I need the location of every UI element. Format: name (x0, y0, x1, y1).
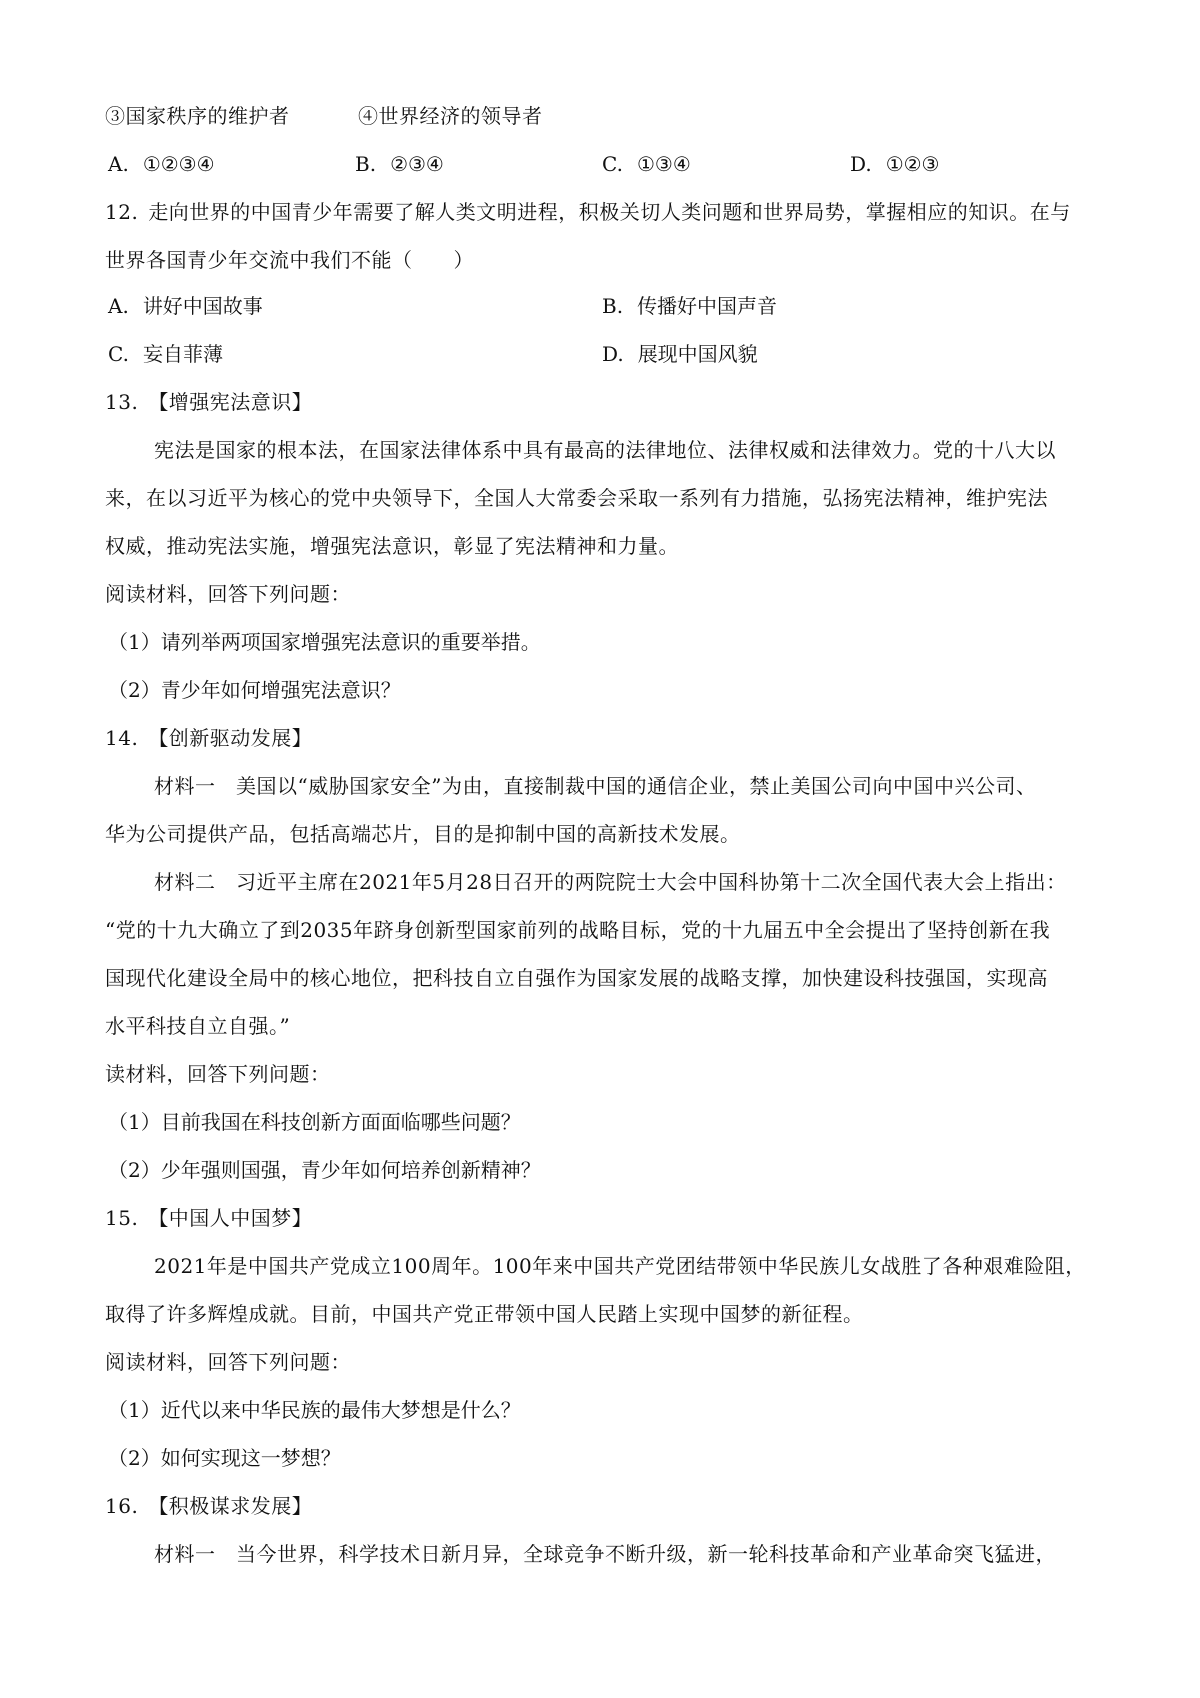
q14-prompt: 读材料，回答下列问题： (105, 1062, 331, 1086)
question-number: 12. (105, 200, 139, 224)
q13-prompt: 阅读材料，回答下列问题： (105, 582, 351, 606)
q11-item-3: ③国家秩序的维护者 (105, 104, 290, 128)
question-number: 14. (105, 726, 139, 750)
q15-heading (105, 1204, 1105, 1232)
q14-material2-line-4: 水平科技自立自强。” (105, 1014, 291, 1038)
q11-option-a (108, 150, 215, 178)
q12-stem-line-2: 世界各国青少年交流中我们不能（ ） (105, 248, 474, 272)
q11-item-4: ④世界经济的领导者 (358, 104, 543, 128)
option-label: D. (602, 342, 624, 366)
option-text: ①②③④ (142, 152, 215, 176)
q15-material-line-1: 2021年是中国共产党成立100周年。100年来中国共产党团结带领中华民族儿女战胜了各种艰难险阻， (154, 1254, 1086, 1278)
q16-material1-line-1: 材料一 当今世界，科学技术日新月异，全球竞争不断升级，新一轮科技革命和产业革命突飞猛进， (154, 1542, 1056, 1566)
q15-prompt: 阅读材料，回答下列问题： (105, 1350, 351, 1374)
q14-material1-line-1: 材料一 美国以“威胁国家安全”为由，直接制裁中国的通信企业，禁止美国公司向中国中兴公司、 (154, 774, 1037, 798)
q13-material-line-2: 来，在以习近平为核心的党中央领导下，全国人大常委会采取一系列有力措施，弘扬宪法精神，维护宪法 (105, 486, 1048, 510)
option-text: 讲好中国故事 (142, 294, 263, 318)
q14-sub-2: （2）少年强则国强，青少年如何培养创新精神？ (108, 1158, 541, 1182)
question-number: 15. (105, 1206, 139, 1230)
option-label: A. (108, 152, 129, 176)
q13-sub-2: （2）青少年如何增强宪法意识？ (108, 678, 401, 702)
q14-heading (105, 724, 1105, 752)
option-label: A. (108, 294, 129, 318)
q16-title: 【积极谋求发展】 (148, 1494, 313, 1518)
option-label: C. (602, 152, 623, 176)
question-number: 16. (105, 1494, 139, 1518)
option-label: D. (850, 152, 872, 176)
q11-option-b (355, 150, 444, 178)
q12-stem-text: 走向世界的中国青少年需要了解人类文明进程，积极关切人类问题和世界局势，掌握相应的知识。在与 (148, 200, 1071, 224)
q13-title: 【增强宪法意识】 (148, 390, 313, 414)
q14-material2-line-3: 国现代化建设全局中的核心地位，把科技自立自强作为国家发展的战略支撑，加快建设科技强国，实现高 (105, 966, 1048, 990)
q15-material-line-2: 取得了许多辉煌成就。目前，中国共产党正带领中国人民踏上实现中国梦的新征程。 (105, 1302, 864, 1326)
q13-heading (105, 388, 1105, 416)
q13-sub-1: （1）请列举两项国家增强宪法意识的重要举措。 (108, 630, 541, 654)
q13-material-line-1: 宪法是国家的根本法，在国家法律体系中具有最高的法律地位、法律权威和法律效力。党的十八大以 (154, 438, 1056, 462)
option-label: B. (355, 152, 377, 176)
option-label: C. (108, 342, 129, 366)
q12-stem-line-1 (105, 198, 1105, 226)
q12-option-d (602, 340, 758, 368)
q16-heading (105, 1492, 1105, 1520)
option-label: B. (602, 294, 624, 318)
option-text: 妄自菲薄 (142, 342, 223, 366)
q15-title: 【中国人中国梦】 (148, 1206, 313, 1230)
q15-sub-1: （1）近代以来中华民族的最伟大梦想是什么？ (108, 1398, 521, 1422)
q15-sub-2: （2）如何实现这一梦想？ (108, 1446, 341, 1470)
option-text: ①②③ (885, 152, 940, 176)
q14-material2-line-1: 材料二 习近平主席在2021年5月28日召开的两院院士大会中国科协第十二次全国代表大会上指出： (154, 870, 1067, 894)
q14-sub-1: （1）目前我国在科技创新方面面临哪些问题？ (108, 1110, 521, 1134)
q11-option-c (602, 150, 691, 178)
q14-title: 【创新驱动发展】 (148, 726, 313, 750)
option-text: 展现中国风貌 (637, 342, 758, 366)
option-text: 传播好中国声音 (637, 294, 778, 318)
option-text: ②③④ (390, 152, 444, 176)
q12-option-b (602, 292, 777, 320)
q14-material1-line-2: 华为公司提供产品，包括高端芯片，目的是抑制中国的高新技术发展。 (105, 822, 741, 846)
question-number: 13. (105, 390, 139, 414)
option-text: ①③④ (636, 152, 691, 176)
q13-material-line-3: 权威，推动宪法实施，增强宪法意识，彰显了宪法精神和力量。 (105, 534, 679, 558)
q12-option-a (108, 292, 263, 320)
q14-material2-line-2: “党的十九大确立了到2035年跻身创新型国家前列的战略目标，党的十九届五中全会提出了坚持创新在我 (105, 918, 1051, 942)
q11-option-d (850, 150, 939, 178)
q12-option-c (108, 340, 223, 368)
